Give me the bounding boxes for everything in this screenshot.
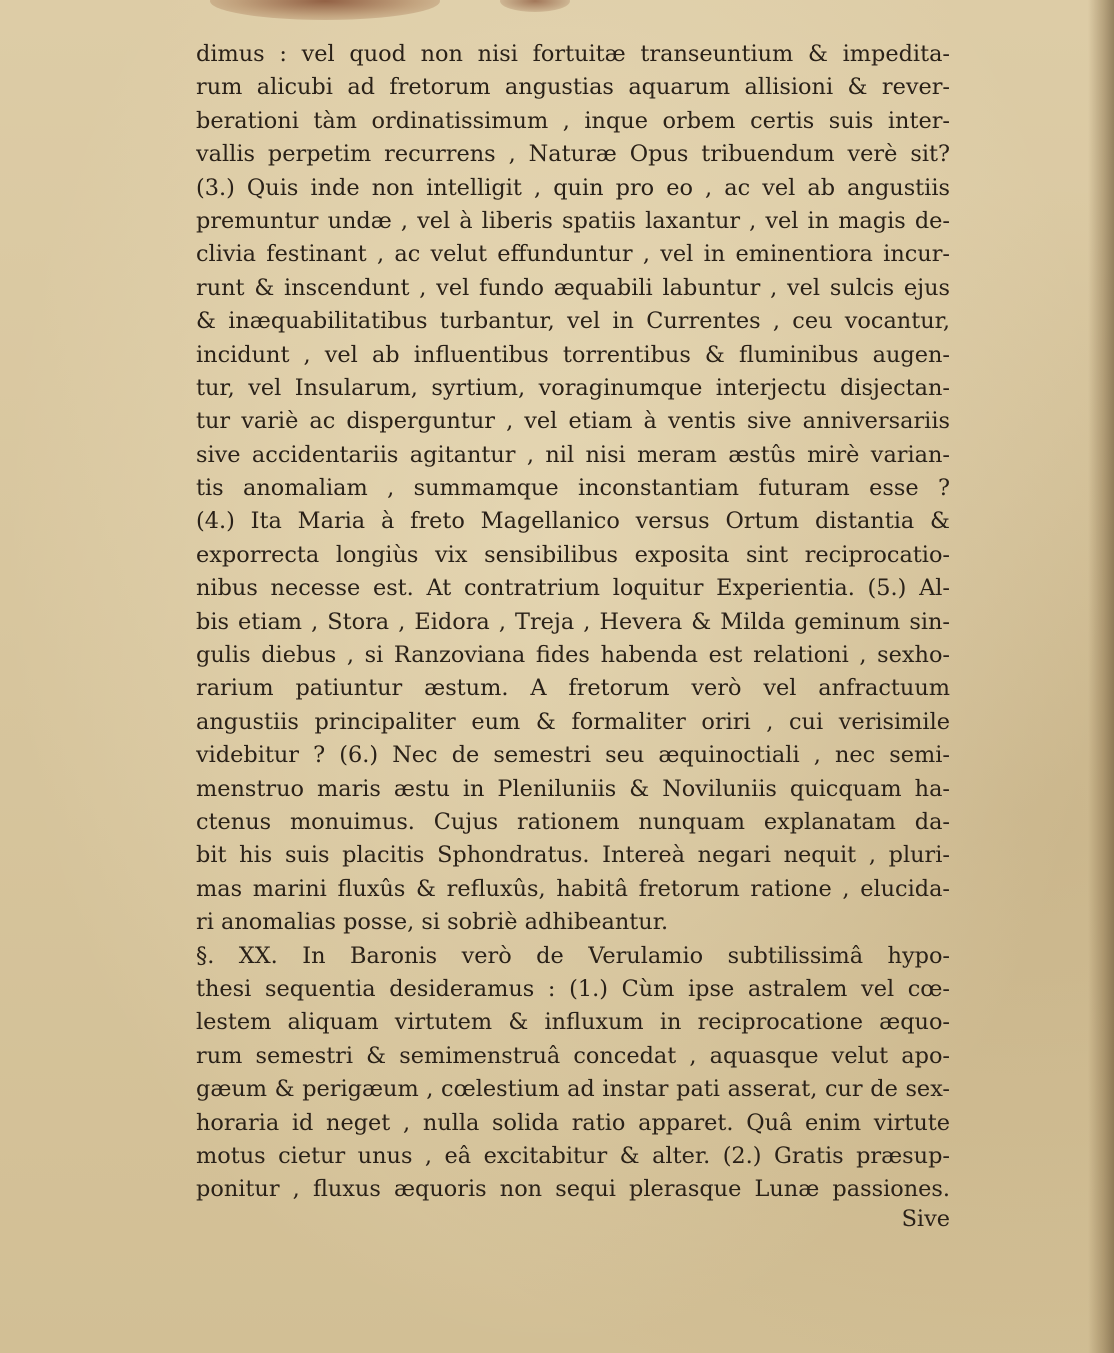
text-line: tis anomaliam , summamque inconstantiam futuram esse ? xyxy=(196,475,950,502)
text-line: thesi sequentia desideramus : (1.) Cùm ipse astralem vel cœ- xyxy=(196,975,950,1002)
text-line: runt & inscendunt , vel fundo æquabili labuntur , vel sulcis ejus xyxy=(196,274,950,301)
text-line: premuntur undæ , vel à liberis spatiis laxantur , vel in magis de- xyxy=(196,207,950,234)
ink-stain-small xyxy=(500,0,570,12)
text-line: rum semestri & semimenstruâ concedat , aquasque velut apo- xyxy=(196,1042,950,1069)
text-line: rum alicubi ad fretorum angustias aquarum allisioni & rever- xyxy=(196,74,950,101)
text-line: horaria id neget , nulla solida ratio apparet. Quâ enim virtute xyxy=(196,1109,950,1136)
text-line: clivia festinant , ac velut effunduntur , vel in eminentiora incur- xyxy=(196,241,950,268)
text-line: dimus : vel quod non nisi fortuitæ transeuntium & impedita- xyxy=(196,41,950,67)
text-line: gulis diebus , si Ranzoviana fides habenda est relationi , sexho- xyxy=(196,642,950,669)
text-line: ponitur , fluxus æquoris non sequi plerasque Lunæ passiones. xyxy=(196,1176,950,1203)
text-line: menstruo maris æstu in Pleniluniis & Noviluniis quicquam ha- xyxy=(196,775,950,802)
text-line: videbitur ? (6.) Nec de semestri seu æquinoctiali , nec semi- xyxy=(196,742,950,769)
text-line: tur variè ac disperguntur , vel etiam à ventis sive anniversariis xyxy=(196,408,950,435)
text-line: bis etiam , Stora , Eidora , Treja , Hevera & Milda geminum sin- xyxy=(196,608,950,635)
text-line: lestem aliquam virtutem & influxum in reciprocatione æquo- xyxy=(196,1009,950,1036)
text-line: incidunt , vel ab influentibus torrentibus & fluminibus augen- xyxy=(196,341,950,368)
text-line: §. XX. In Baronis verò de Verulamio subtilissimâ hypo- xyxy=(196,942,950,969)
text-line: berationi tàm ordinatissimum , inque orbem certis suis inter- xyxy=(196,107,950,134)
text-line: bit his suis placitis Sphondratus. Intereà negari nequit , pluri- xyxy=(196,842,950,869)
text-line: & inæquabilitatibus turbantur, vel in Currentes , ceu vocantur, xyxy=(196,308,950,335)
page-gutter-shadow xyxy=(1088,0,1114,1353)
text-line: vallis perpetim recurrens , Naturæ Opus tribuendum verè sit? xyxy=(196,141,950,168)
catchword: Sive xyxy=(901,1206,950,1232)
text-line: sive accidentariis agitantur , nil nisi meram æstûs mirè varian- xyxy=(196,441,950,468)
text-line: (3.) Quis inde non intelligit , quin pro eo , ac vel ab angustiis xyxy=(196,174,950,201)
text-line: mas marini fluxûs & refluxûs, habitâ fretorum ratione , elucida- xyxy=(196,875,950,902)
text-line: rarium patiuntur æstum. A fretorum verò vel anfractuum xyxy=(196,675,950,702)
text-line: ri anomalias posse, si sobriè adhibeantur. xyxy=(196,909,669,936)
text-line: ctenus monuimus. Cujus rationem nunquam explanatam da- xyxy=(196,808,950,835)
text-line: motus cietur unus , eâ excitabitur & alter. (2.) Gratis præsup- xyxy=(196,1142,950,1169)
text-line: nibus necesse est. At contratrium loquitur Experientia. (5.) Al- xyxy=(196,575,950,602)
text-line: (4.) Ita Maria à freto Magellanico versus Ortum distantia & xyxy=(196,508,950,535)
text-line: gæum & perigæum , cœlestium ad instar pati asserat, cur de sex- xyxy=(196,1076,950,1103)
text-line: exporrecta longiùs vix sensibilibus exposita sint reciprocatio- xyxy=(196,541,950,568)
body-text xyxy=(196,38,950,1207)
text-line: angustiis principaliter eum & formaliter oriri , cui verisimile xyxy=(196,708,950,735)
text-line: tur, vel Insularum, syrtium, voraginumque interjectu disjectan- xyxy=(196,374,950,401)
ink-stain xyxy=(210,0,440,20)
